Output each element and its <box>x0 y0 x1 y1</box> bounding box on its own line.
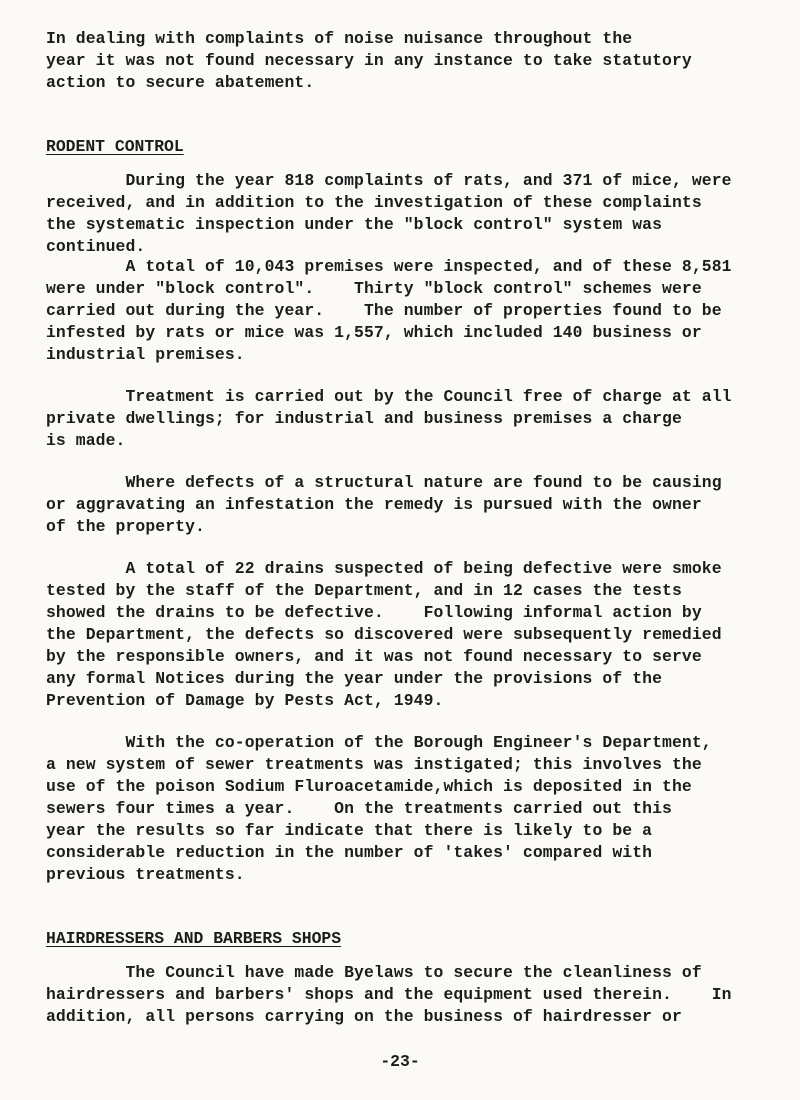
paragraph-rodent-complaints: During the year 818 complaints of rats, and 371 of mice, were received, and in addition to the investigation of these complaints the systematic inspection under the "block control" system was continued. <box>46 171 732 256</box>
paragraph-treatment: Treatment is carried out by the Council free of charge at all private dwellings; for industrial and business premises a charge is made. <box>46 387 732 450</box>
page-number: -23- <box>380 1052 420 1071</box>
paragraph-drains: A total of 22 drains suspected of being defective were smoke tested by the staff of the Department, and in 12 cases the tests showed the drains to be defective. Following informal action by the Department, the defects so discovered were subsequently remedied by the responsible owners, and it was not found necessary to serve any formal Notices during the year under the provisions of the Prevention of Damage by Pests Act, 1949. <box>46 559 722 710</box>
heading-rodent-control: RODENT CONTROL <box>46 137 184 156</box>
paragraph-noise-nuisance: In dealing with complaints of noise nuisance throughout the year it was not found necessary in any instance to take statutory action to secure abatement. <box>46 29 692 92</box>
heading-hairdressers-barbers: HAIRDRESSERS AND BARBERS SHOPS <box>46 929 342 948</box>
paragraph-premises-inspected: A total of 10,043 premises were inspected, and of these 8,581 were under "block control". Thirty "block control" schemes were carried out during the year. The number of properties found to be infested by rats or mice was 1,557, which included 140 business or industrial premises. <box>46 257 732 364</box>
paragraph-sewer-treatments: With the co-operation of the Borough Engineer's Department, a new system of sewer treatments was instigated; this involves the use of the poison Sodium Fluroacetamide,which is deposited in the sewers four times a year. On the treatments carried out this year the results so far indicate that there is likely to be a considerable reduction in the number of 'takes' compared with previous treatments. <box>46 733 712 884</box>
paragraph-structural-defects: Where defects of a structural nature are found to be causing or aggravating an infestation the remedy is pursued with the owner of the property. <box>46 473 722 536</box>
paragraph-byelaws: The Council have made Byelaws to secure the cleanliness of hairdressers and barbers' shops and the equipment used therein. In addition, all persons carrying on the business of hairdresser or <box>46 963 732 1026</box>
